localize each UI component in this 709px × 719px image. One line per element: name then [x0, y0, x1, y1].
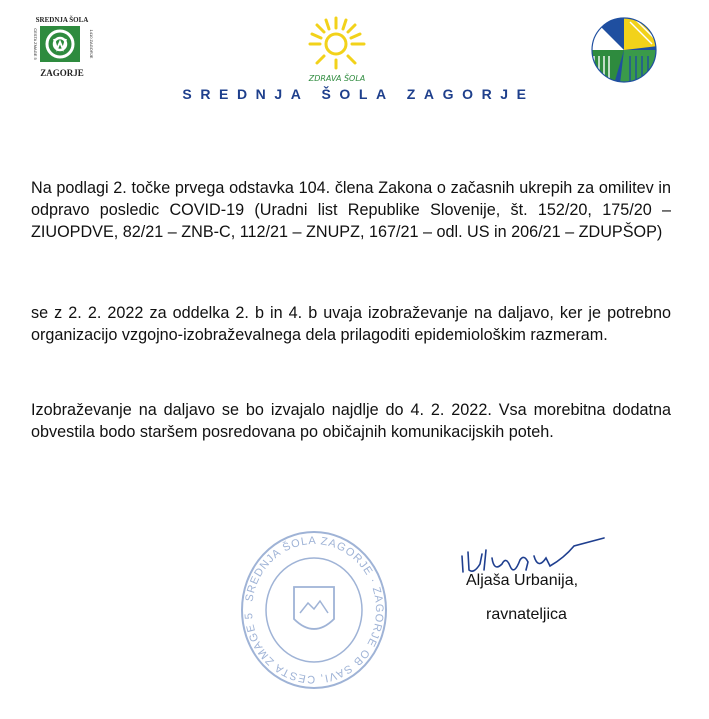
paragraph-duration-notice: Izobraževanje na daljavo se bo izvajalo najdlje do 4. 2. 2022. Vsa morebitna dodatna obvestila bodo staršem posredovana po običajnih komunikacijskih poteh. [31, 401, 671, 441]
crest-logo-right [590, 16, 658, 84]
svg-text:SREDNJA ŠOLA ZAGORJE · ZAGORJE: SREDNJA ŠOLA ZAGORJE · ZAGORJE OB SAVI, CESTA ZMAGE 5 [242, 534, 386, 686]
svg-text:CESTA ZMAGE 5: CESTA ZMAGE 5 [33, 28, 38, 60]
svg-text:SREDNJA ŠOLA: SREDNJA ŠOLA [35, 16, 89, 24]
paragraph-legal-basis: Na podlagi 2. točke prvega odstavka 104. člena Zakona o začasnih ukrepih za omilitev in odpravo posledic COVID-19 (Uradni list Republike Slovenije, št. 152/20, 175/20 – ZIUOPDVE, 82/21 – ZNB-C, 112/21 – ZNUPZ, 167/21 – odl. US in 206/21 – ZDUPŠOP) [31, 179, 671, 241]
school-logo-left [26, 12, 98, 84]
school-title: SREDNJA ŠOLA ZAGORJE [182, 86, 535, 102]
paragraph-remote-learning-notice: se z 2. 2. 2022 za oddelka 2. b in 4. b uvaja izobraževanje na daljavo, ker je potrebno organizacijo vzgojno-izobraževalnega dela prilagoditi epidemiološkim razmeram. [31, 304, 671, 344]
zdrava-sola-caption: ZDRAVA ŠOLA [308, 74, 366, 83]
signatory-role: ravnateljica [486, 606, 567, 623]
sun-icon [302, 14, 372, 86]
svg-text:1410 ZAGORJE: 1410 ZAGORJE [89, 29, 94, 59]
zdrava-sola-logo [302, 14, 372, 86]
signatory-name: Aljaša Urbanija, [466, 572, 579, 589]
svg-text:ZAGORJE: ZAGORJE [40, 68, 84, 78]
school-stamp [238, 527, 390, 693]
